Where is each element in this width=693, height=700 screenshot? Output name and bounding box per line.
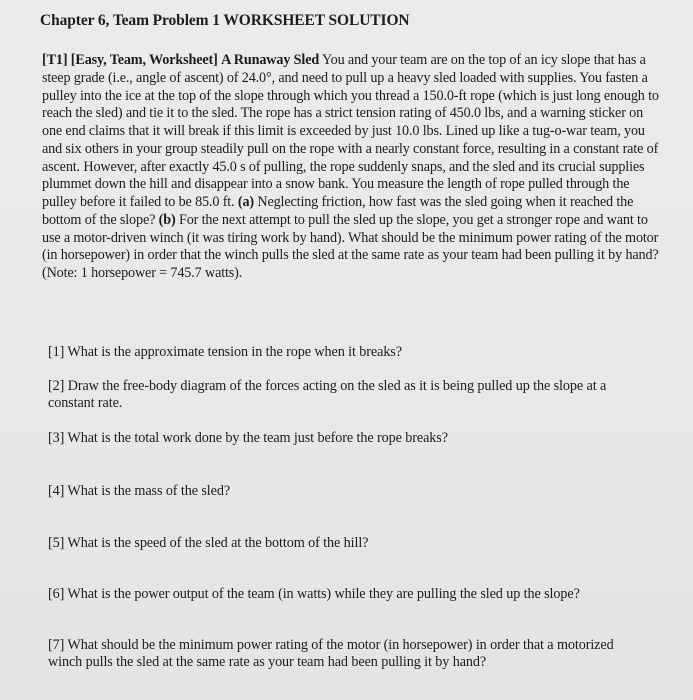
question-5: [5] What is the speed of the sled at the bottom of the hill? <box>48 535 369 551</box>
page-title: Chapter 6, Team Problem 1 WORKSHEET SOLUTION <box>40 12 410 29</box>
question-4: [4] What is the mass of the sled? <box>48 483 231 499</box>
problem-text: You and your team are on the top of an icy slope that has a steep grade (i.e., angle of ascent) of 24.0°, and need to pull up a heavy sled loaded with supplies. You fasten a pulley into the ice at the top of the slope through which you thread a 150.0-ft rope (which is just long enough to reach the sled) and tie it to the sled. The rope has a strict tension rating of 450.0 lbs, and a warning sticker on one end claims that it will break if this limit is exceeded by just 10.0 lbs. Lined up like a tug-o-war team, you and six others in your group steadily pull on the rope with a nearly constant force, resulting in a constant rate of ascent. However, after exactly 45.0 s of pulling, the rope suddenly snaps, and the sled and its crucial supplies plummet down the hill and disappear into a snow bank. You measure the length of rope pulled through the pulley before it failed to be 85.0 ft. <box>42 52 659 210</box>
problem-heading: A Runaway Sled <box>221 52 320 68</box>
question-1: [1] What is the approximate tension in the rope when it breaks? <box>48 344 402 360</box>
problem-statement <box>42 52 662 283</box>
part-b-text: For the next attempt to pull the sled up the slope, you get a stronger rope and want to use a motor-driven winch (it was tiring work by hand). What should be the minimum power rating of the motor (in horsepower) in order that the winch pulls the sled at the same rate as your team had been pulling it by hand? (Note: 1 horsepower = 745.7 watts). <box>42 211 659 281</box>
question-2: [2] Draw the free-body diagram of the forces acting on the sled as it is being pulled up the slope at a constant rate. <box>48 378 607 411</box>
question-6: [6] What is the power output of the team (in watts) while they are pulling the sled up the slope? <box>48 586 580 602</box>
part-a-text: Neglecting friction, how fast was the sled going when it reached the bottom of the slope? <box>42 194 634 228</box>
question-3: [3] What is the total work done by the team just before the rope breaks? <box>48 430 448 446</box>
question-7: [7] What should be the minimum power rating of the motor (in horsepower) in order that a motorized winch pulls the sled at the same rate as your team had been pulling it by hand? <box>48 637 614 670</box>
part-a-label: (a) <box>237 194 254 210</box>
part-b-label: (b) <box>158 211 176 228</box>
problem-tag: [T1] [Easy, Team, Worksheet] <box>42 52 218 68</box>
